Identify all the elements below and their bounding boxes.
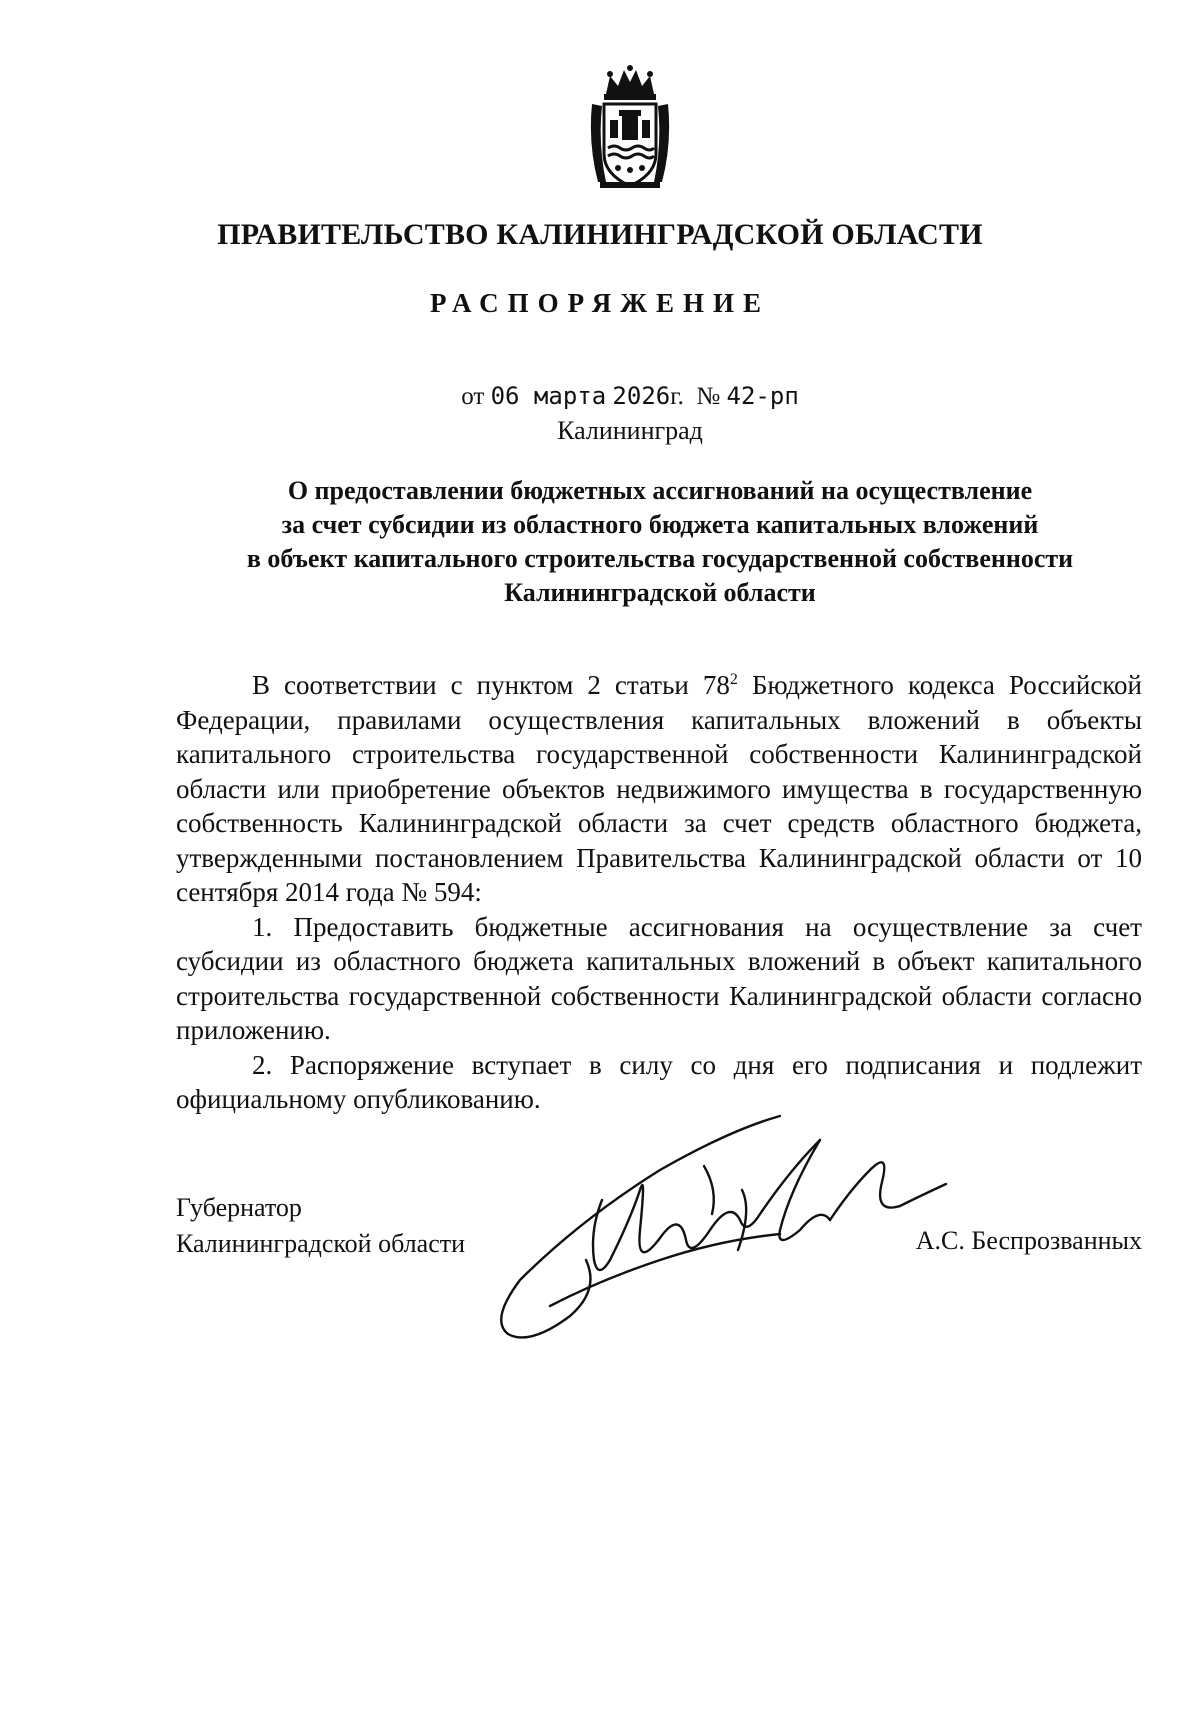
preamble-paragraph (176, 668, 1142, 910)
date-year: 2026 (612, 382, 671, 410)
document-body (176, 668, 1142, 1117)
date-year-suffix: г. (670, 383, 684, 410)
item-1-paragraph: 1. Предоставить бюджетные ассигнования на осуществление за счет субсидии из областного бюджета капитальных вложений в объект капитального строительства государственной собственности Калининградской области согласно приложению. (176, 911, 1142, 1045)
date-prefix: от (461, 383, 485, 410)
preamble-rest: Бюджетного кодекса Российской Федерации, правилами осуществления капитальных вложений в объекты капитального строительства государственной собственности Калининградской области или приобретение объектов недвижимого имущества в государственную собственность Калининградской области за счет средств областного бюджета, утвержденными постановлением Правительства Калининградской области от 10 сентября 2014 года № 594: (176, 670, 1143, 907)
title-line: О предоставлении бюджетных ассигнований на осуществление (287, 476, 1033, 505)
title-line: за счет субсидии из областного бюджета капитальных вложений (281, 510, 1039, 539)
title-line: в объект капитального строительства государственной собственности (246, 544, 1074, 573)
document-number: 42-рп (726, 382, 799, 410)
signer-name: А.С. Беспрозванных (915, 1226, 1142, 1255)
signer-position (176, 1190, 465, 1262)
item-2-paragraph: 2. Распоряжение вступает в силу со дня его подписания и подлежит официальному опубликованию. (176, 1049, 1142, 1114)
date-and-number-line (0, 382, 1200, 411)
date-day-month: 06 марта (490, 382, 607, 410)
document-type: РАСПОРЯЖЕНИЕ (429, 288, 771, 318)
handwritten-signature-icon (490, 1110, 950, 1350)
article-superscript: 2 (729, 671, 738, 688)
number-sign: № (696, 383, 721, 410)
title-line: Калининградской области (504, 578, 816, 607)
document-title (180, 474, 1140, 610)
preamble-start: В соответствии с пунктом 2 статьи 78 (252, 670, 730, 700)
government-name: ПРАВИТЕЛЬСТВО КАЛИНИНГРАДСКОЙ ОБЛАСТИ (217, 218, 983, 251)
signer-position-line: Губернатор (176, 1193, 302, 1222)
signer-position-line: Калининградской области (176, 1229, 466, 1258)
kaliningrad-coat-of-arms-icon (584, 64, 676, 192)
city-name: Калининград (557, 416, 703, 445)
